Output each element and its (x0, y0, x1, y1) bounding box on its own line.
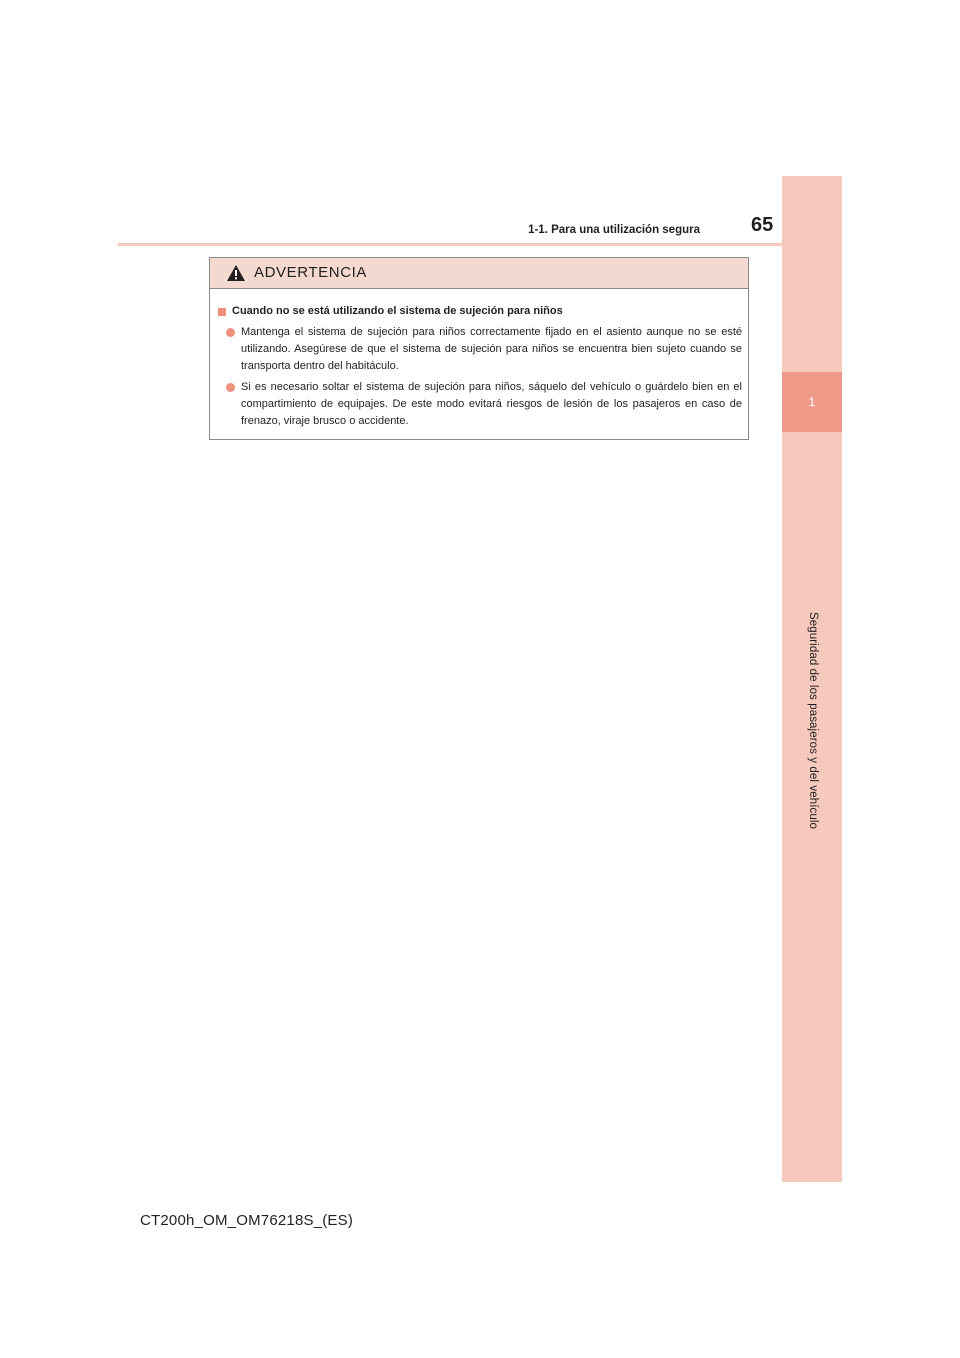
warning-item-heading (218, 303, 742, 320)
document-code: CT200h_OM_OM76218S_(ES) (140, 1212, 354, 1229)
warning-header (210, 258, 748, 289)
warning-body (210, 289, 748, 430)
square-bullet-icon (218, 308, 226, 316)
chapter-side-tab (782, 176, 842, 1182)
warning-heading-text: Cuando no se está utilizando el sistema de sujeción para niños (232, 305, 563, 317)
warning-triangle-icon (226, 264, 246, 282)
chapter-number: 1 (808, 395, 816, 409)
header-rule (118, 243, 842, 246)
circle-bullet-icon (226, 383, 235, 392)
warning-bullet (218, 324, 742, 375)
warning-title: ADVERTENCIA (254, 264, 368, 281)
chapter-title: Seguridad de los pasajeros y del vehículo (807, 612, 819, 829)
warning-bullet (218, 379, 742, 430)
section-title: 1-1. Para una utilización segura (528, 224, 700, 236)
circle-bullet-icon (226, 328, 235, 337)
warning-bullet-text: Si es necesario soltar el sistema de sujeción para niños, sáquelo del vehículo o guárdelo bien en el compartimiento de equipajes. De este modo evitará riesgos de lesión de los pasajeros en caso de frenazo, viraje brusco o accidente. (241, 381, 742, 427)
page-number: 65 (751, 214, 774, 236)
warning-box (209, 257, 749, 440)
warning-bullet-text: Mantenga el sistema de sujeción para niños correctamente fijado en el asiento aunque no se esté utilizando. Asegúrese de que el sistema de sujeción para niños se encuentra bien sujeto cuando se transporta dentro del habitáculo. (241, 326, 742, 372)
